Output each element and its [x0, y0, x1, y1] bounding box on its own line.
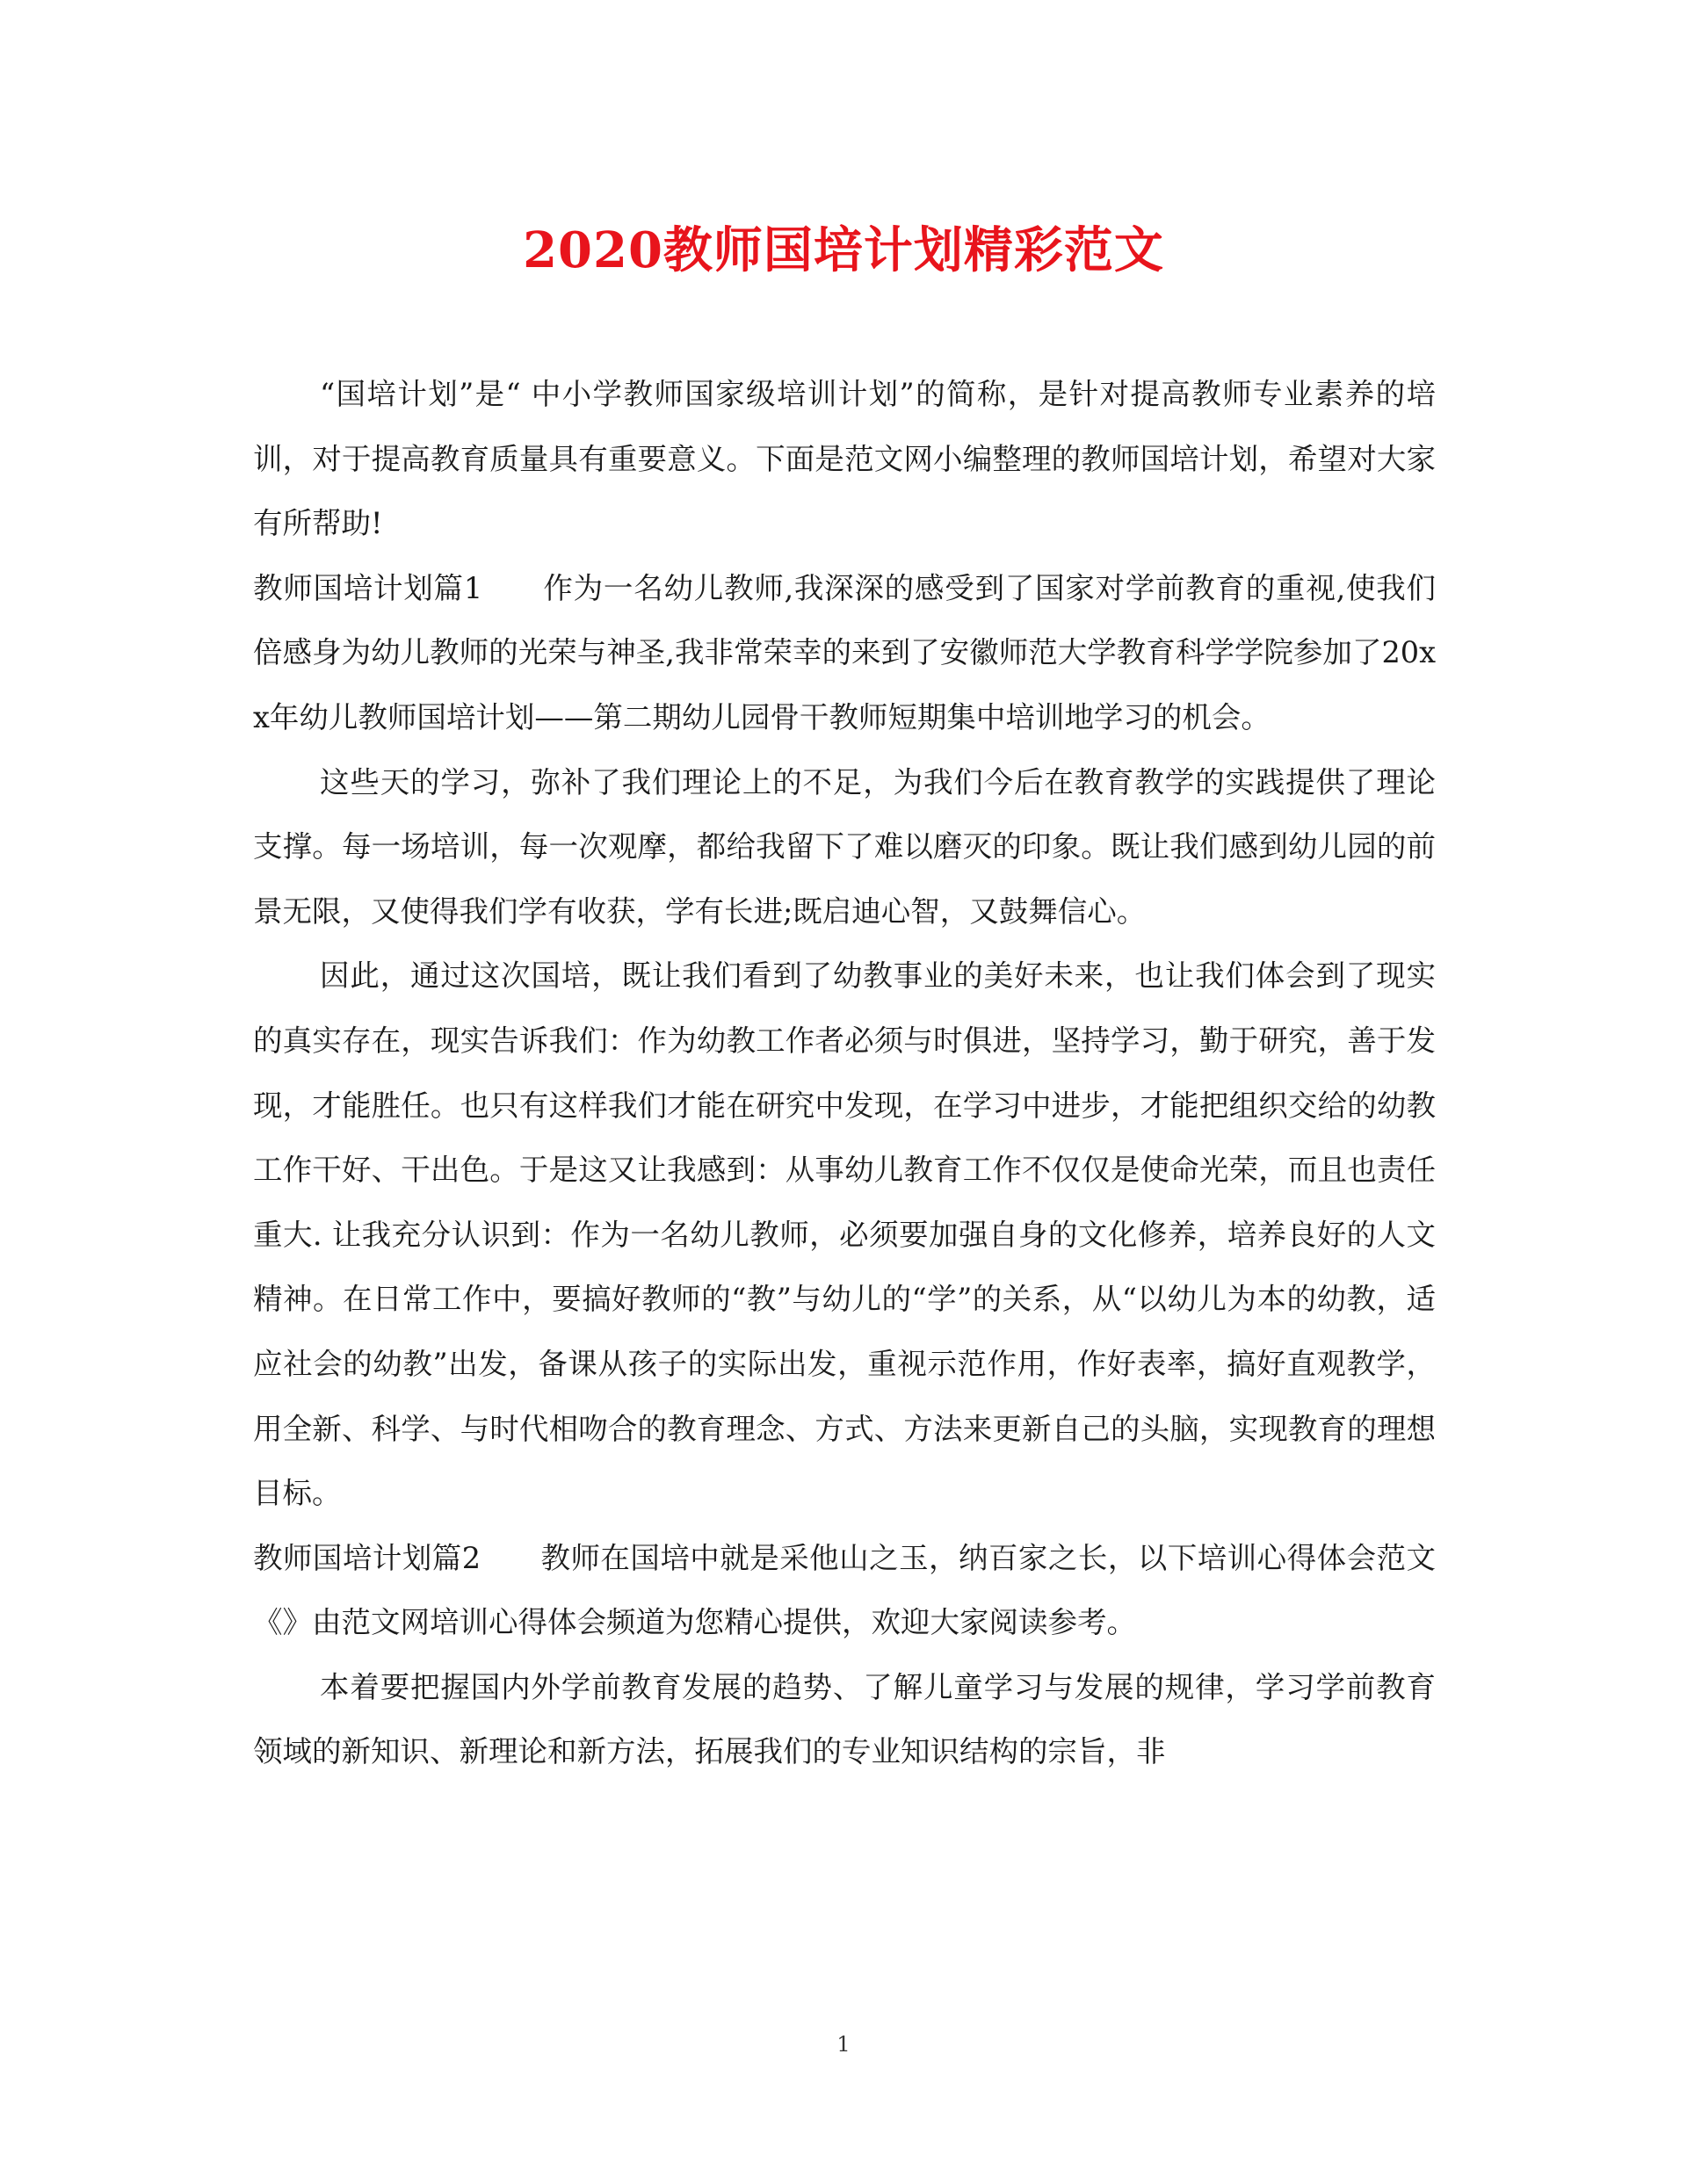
paragraph-section-1: 教师国培计划篇1 作为一名幼儿教师,我深深的感受到了国家对学前教育的重视,使我们倍感身为幼儿教师的光荣与神圣,我非常荣幸的来到了安徽师范大学教育科学学院参加了20xx年幼儿教师国培计划——第二期幼儿园骨干教师短期集中培训地学习的机会。 — [253, 570, 1436, 734]
paragraph-section-2: 教师国培计划篇2 教师在国培中就是采他山之玉，纳百家之长，以下培训心得体会范文《》由范文网培训心得体会频道为您精心提供，欢迎大家阅读参考。 — [253, 1540, 1436, 1640]
document-title: 2020教师国培计划精彩范文 — [523, 221, 1164, 279]
document-body — [253, 362, 1436, 1784]
paragraph-intro: “国培计划”是“ 中小学教师国家级培训计划”的简称，是针对提高教师专业素养的培训，对于提高教育质量具有重要意义。下面是范文网小编整理的教师国培计划，希望对大家有所帮助! — [253, 377, 1436, 541]
paragraph-reflection: 因此，通过这次国培，既让我们看到了幼教事业的美好未来，也让我们体会到了现实的真实存在，现实告诉我们：作为幼教工作者必须与时俱进，坚持学习，勤于研究，善于发现，才能胜任。也只有这样我们才能在研究中发现，在学习中进步，才能把组织交给的幼教工作干好、干出色。于是这又让我感到：从事幼儿教育工作不仅仅是使命光荣，而且也责任重大. 让我充分认识到：作为一名幼儿教师，必须要加强自身的文化修养，培养良好的人文精神。在日常工作中，要搞好教师的“教”与幼儿的“学”的关系，从“以幼儿为本的幼教，适应社会的幼教”出发，备课从孩子的实际出发，重视示范作用，作好表率，搞好直观教学，用全新、科学、与时代相吻合的教育理念、方式、方法来更新自己的头脑，实现教育的理想目标。 — [253, 958, 1436, 1511]
paragraph-learning: 这些天的学习，弥补了我们理论上的不足，为我们今后在教育教学的实践提供了理论支撑。每一场培训，每一次观摩，都给我留下了难以磨灭的印象。既让我们感到幼儿园的前景无限，又使得我们学有收获，学有长进;既启迪心智，又鼓舞信心。 — [253, 764, 1436, 929]
paragraph-purpose: 本着要把握国内外学前教育发展的趋势、了解儿童学习与发展的规律，学习学前教育领域的新知识、新理论和新方法，拓展我们的专业知识结构的宗旨，非 — [253, 1669, 1436, 1769]
page-number: 1 — [836, 2032, 851, 2057]
